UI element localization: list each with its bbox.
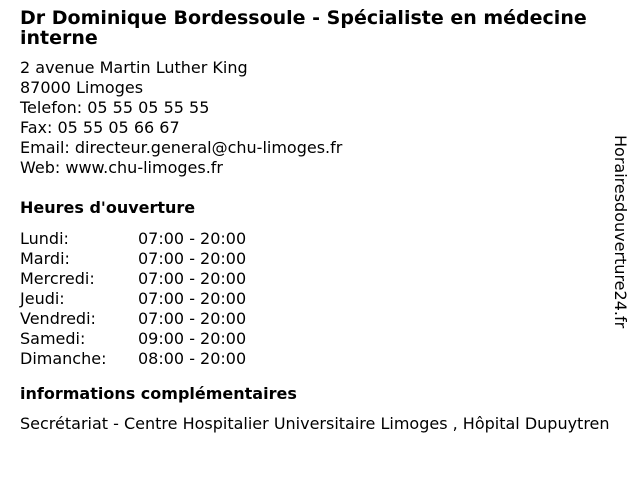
fax-number: Fax: 05 55 05 66 67	[20, 118, 180, 137]
time-range: 07:00 - 20:00	[138, 269, 247, 288]
time-range: 08:00 - 20:00	[138, 349, 247, 368]
time-range: 07:00 - 20:00	[138, 309, 247, 328]
day-label: Vendredi:	[20, 309, 96, 328]
business-card	[20, 8, 620, 434]
day-label: Jeudi:	[20, 289, 65, 308]
info-text: Secrétariat - Centre Hospitalier Universitaire Limoges , Hôpital Dupuytren	[20, 414, 610, 433]
hours-row	[20, 349, 620, 369]
site-watermark: Horairesdouverture24.fr	[611, 135, 630, 329]
address-block	[20, 58, 620, 178]
street-address: 2 avenue Martin Luther King	[20, 58, 248, 77]
city-address: 87000 Limoges	[20, 78, 144, 97]
time-range: 07:00 - 20:00	[138, 289, 247, 308]
info-heading: informations complémentaires	[20, 384, 297, 403]
time-range: 07:00 - 20:00	[138, 249, 247, 268]
time-range: 09:00 - 20:00	[138, 329, 247, 348]
hours-row	[20, 229, 620, 249]
hours-row	[20, 329, 620, 349]
time-range: 07:00 - 20:00	[138, 229, 247, 248]
hours-heading: Heures d'ouverture	[20, 198, 196, 217]
hours-row	[20, 289, 620, 309]
day-label: Mercredi:	[20, 269, 95, 288]
day-label: Mardi:	[20, 249, 70, 268]
phone-number: Telefon: 05 55 05 55 55	[20, 98, 210, 117]
page-title: Dr Dominique Bordessoule - Spécialiste en médecine interne	[20, 7, 587, 49]
email-address: Email: directeur.general@chu-limoges.fr	[20, 138, 343, 157]
day-label: Samedi:	[20, 329, 86, 348]
hours-row	[20, 249, 620, 269]
hours-table	[20, 229, 620, 369]
day-label: Dimanche:	[20, 349, 107, 368]
hours-row	[20, 309, 620, 329]
day-label: Lundi:	[20, 229, 69, 248]
hours-row	[20, 269, 620, 289]
website: Web: www.chu-limoges.fr	[20, 158, 223, 177]
